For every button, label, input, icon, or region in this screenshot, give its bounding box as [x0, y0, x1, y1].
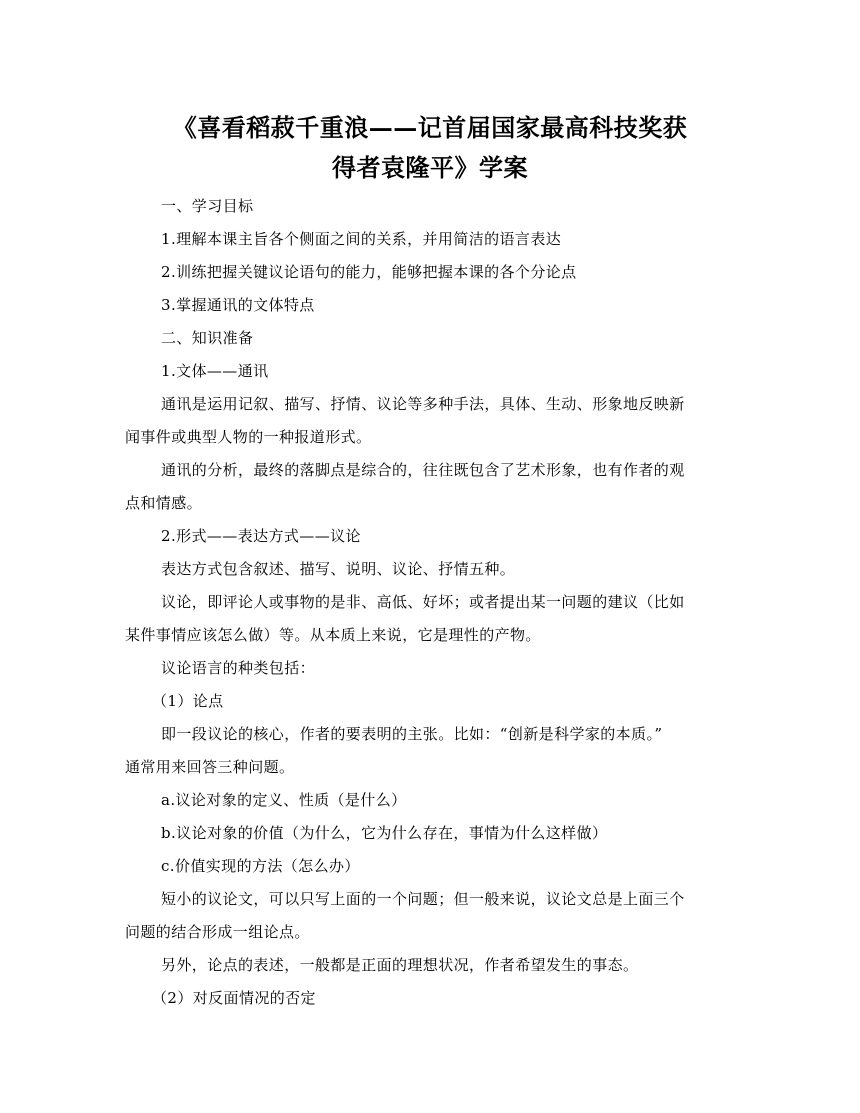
paragraph-line: 点和情感。: [125, 494, 203, 512]
goal-item-3: 3.掌握通讯的文体特点: [161, 296, 315, 314]
paragraph-line: 短小的议论文，可以只写上面的一个问题；但一般来说，议论文总是上面三个: [161, 890, 685, 908]
paragraph-line: 另外，论点的表述，一般都是正面的理想状况，作者希望发生的事态。: [161, 956, 639, 974]
paragraph-line: 表达方式包含叙述、描写、说明、议论、抒情五种。: [161, 560, 516, 578]
paragraph-line: 闻事件或典型人物的一种报道形式。: [125, 428, 372, 446]
document-title-line-2: 得者袁隆平》学案: [332, 153, 528, 182]
list-heading-argument: （1）论点: [152, 692, 224, 710]
paragraph-line: 通讯是运用记叙、描写、抒情、议论等多种手法，具体、生动、形象地反映新: [161, 395, 685, 413]
list-item-c: c.价值实现的方法（怎么办）: [161, 857, 360, 875]
section-heading-knowledge: 二、知识准备: [161, 329, 254, 347]
goal-item-2: 2.训练把握关键议论语句的能力，能够把握本课的各个分论点: [161, 263, 577, 281]
subheading-genre: 1.文体——通讯: [161, 362, 269, 380]
paragraph-line: 即一段议论的核心，作者的要表明的主张。比如：“创新是科学家的本质。”: [161, 725, 663, 743]
list-item-a: a.议论对象的定义、性质（是什么）: [161, 791, 407, 809]
paragraph-line: 通讯的分析，最终的落脚点是综合的，往往既包含了艺术形象，也有作者的观: [161, 461, 685, 479]
paragraph-line: 某件事情应该怎么做）等。从本质上来说，它是理性的产物。: [125, 626, 541, 644]
list-heading-negation: （2）对反面情况的否定: [152, 989, 316, 1007]
goal-item-1: 1.理解本课主旨各个侧面之间的关系，并用简洁的语言表达: [161, 230, 562, 248]
list-item-b: b.议论对象的价值（为什么，它为什么存在，事情为什么这样做）: [161, 824, 608, 842]
subheading-expression: 2.形式——表达方式——议论: [161, 527, 361, 545]
paragraph-line: 问题的结合形成一组论点。: [125, 923, 310, 941]
paragraph-line: 议论语言的种类包括：: [161, 659, 316, 677]
document-title-line-1: 《喜看稻菽千重浪——记首届国家最高科技奖获: [172, 113, 688, 142]
paragraph-line: 通常用来回答三种问题。: [125, 758, 295, 776]
section-heading-goals: 一、学习目标: [161, 197, 254, 215]
paragraph-line: 议论，即评论人或事物的是非、高低、好坏；或者提出某一问题的建议（比如: [161, 593, 685, 611]
